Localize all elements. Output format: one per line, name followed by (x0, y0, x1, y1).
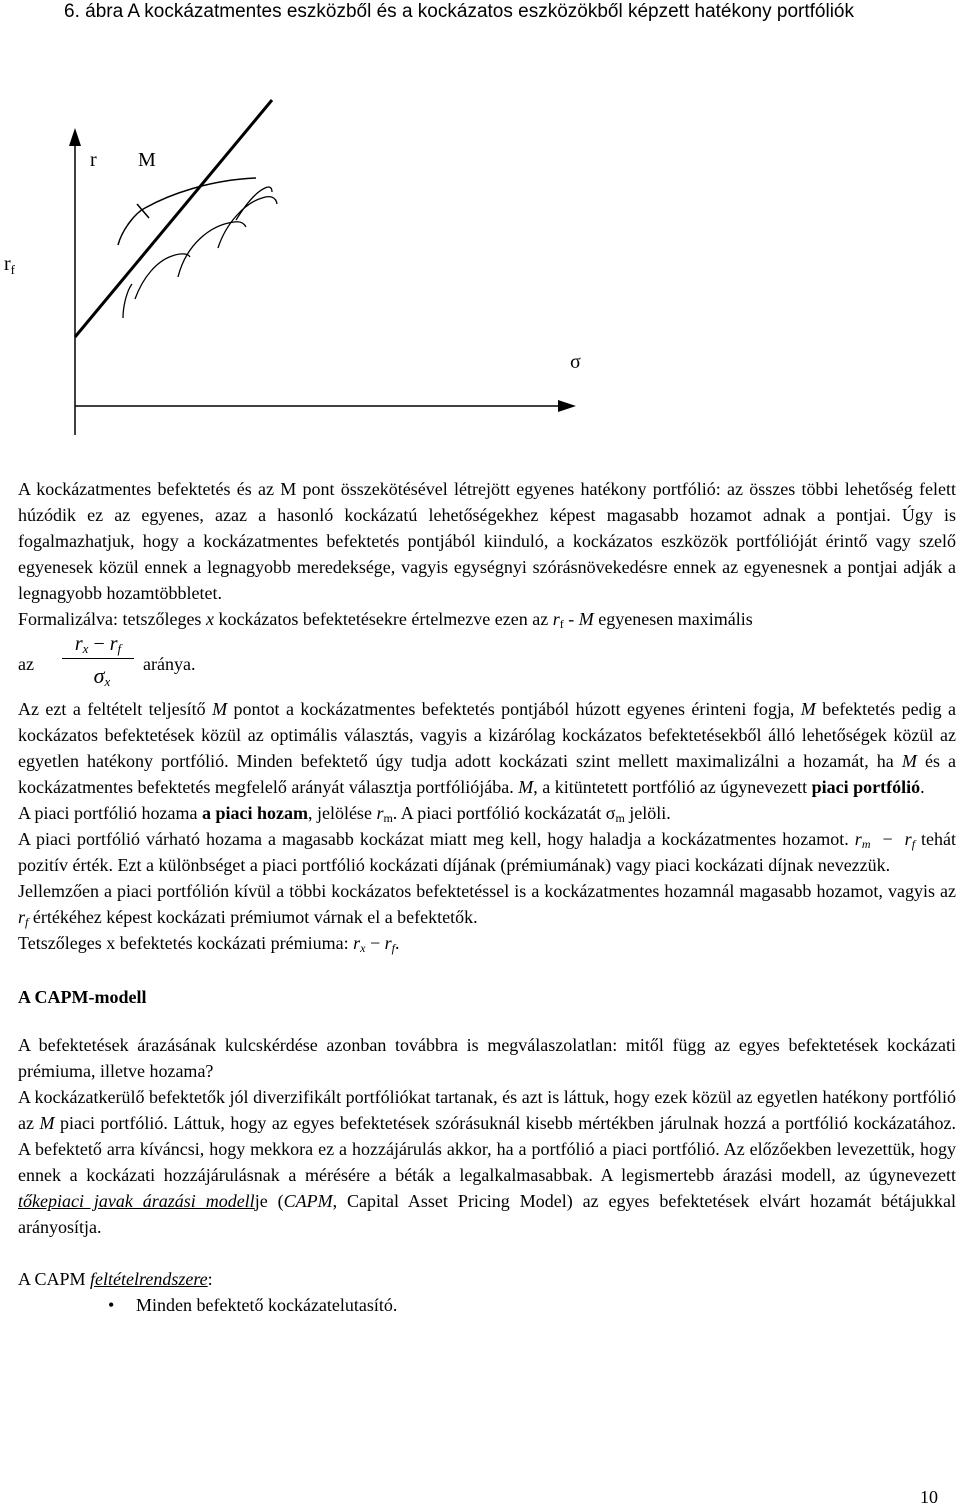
efficient-portfolio-figure (0, 80, 960, 480)
paragraph: A piaci portfólió várható hozama a magasabb kockázat miatt meg kell, hogy haladja a kockázatmentes hozamot. $r_m - r_f$ tehát pozitív érték. Ezt a különbséget a piaci portfólió kockázati díjának (prémiumának) vagy piaci kockázati díjnak nevezzük. (18, 829, 957, 875)
body-text (18, 476, 956, 1318)
paragraph: Az ezt a feltételt teljesítő M pontot a kockázatmentes befektetés pontjából húzott egyenes érinteni fogja, M befektetés pedig a kockázatos befektetések közül az optimális választás, vagyis a kizárólag kockázatos befektetésekből álló lehetőségek közül az egyetlen hatékony portfólió. Minden befektető úgy tudja adott kockázati szint mellett maximalizálni a hozamát, ha M és a kockázatmentes befektetés megfelelő arányát választja portfóliójába. M, a kitüntetett portfólió az úgynevezett piaci portfólió. (18, 699, 957, 797)
portfolio-curve-2 (135, 254, 190, 299)
label-sigma: σ (570, 351, 581, 373)
efficient-frontier-curve (118, 178, 256, 245)
portfolio-curve-1 (123, 284, 132, 318)
page-number: 10 (920, 1487, 938, 1507)
sharpe-ratio-formula: az rx − rf σx aránya. (18, 633, 196, 689)
paragraph: A kockázatkerülő befektetők jól diverzifikált portfóliókat tartanak, és azt is láttuk, hogy ezek közül az egyetlen hatékony portfólió az M piaci portfólió. Láttuk, hogy az egyes befektetések szórásuknál kisebb mértékben járulnak hozzá a portfólió kockázatához. A befektető arra kíváncsi, hogy mekkora ez a hozzájárulás akkor, ha a portfólió a piaci portfólió. Az előzőekben levezettük, hogy ennek a kockázati hozzájárulásnak a mérésére a béták a legalkalmasabbak. A legismertebb árazási modell, az úgynevezett tőkepiaci javak árazási modellje (CAPM, Capital Asset Pricing Model) az egyes befektetések elvárt hozamát bétájukkal arányosítja. (18, 1087, 956, 1237)
paragraph: A befektetések árazásának kulcskérdése azonban továbbra is megválaszolatlan: mitől függ az egyes befektetések kockázati prémiuma, illetve hozama? (18, 1035, 956, 1081)
conditions-list (18, 1292, 956, 1318)
figure-caption: 6. ábra A kockázatmentes eszközből és a kockázatos eszközökből képzett hatékony portfóliók (64, 1, 854, 22)
y-axis-arrow (69, 128, 81, 146)
portfolio-curve-5 (236, 187, 272, 220)
fraction-bar (62, 658, 134, 659)
section-heading: A CAPM-modell (18, 987, 147, 1007)
capital-market-line (75, 100, 272, 337)
portfolio-curve-3 (178, 222, 246, 277)
label-r: r (90, 149, 97, 171)
paragraph: A kockázatmentes befektetés és az M pont összekötésével létrejött egyenes hatékony portfólió: az összes többi lehetőség felett húzódik ez az egyenes, azaz a hasonló kockázatú lehetőségekhez képest magasabb hozamot adnak a pontjai. Úgy is fogalmazhatjuk, hogy a kockázatmentes befektetés pontjából kiinduló, a kockázatos eszközök portfólióját érintő vagy szelő egyenesek közül ennek a legnagyobb meredeksége, vagyis egységnyi szórásnövekedésre ennek az egyenesnek a pontjai adják a legnagyobb hozamtöbbletet. (18, 479, 956, 603)
paragraph: Tetszőleges x befektetés kockázati prémiuma: $r_x - r_f$. (18, 933, 400, 955)
paragraph: Formalizálva: tetszőleges x kockázatos befektetésekre értelmezve ezen az $r_f$ - M egyenesen maximális (18, 609, 753, 631)
list-item: • Minden befektető kockázatelutasító. (136, 1292, 956, 1318)
x-axis-arrow (558, 400, 576, 412)
paragraph: Jellemzően a piaci portfólión kívül a többi kockázatos befektetéssel is a kockázatmentes hozamnál magasabb hozamot, vagyis az $r_f$ értékéhez képest kockázati prémiumot várnak el a befektetők. (18, 881, 956, 929)
label-rf: $r_f$ (4, 253, 16, 277)
paragraph: A piaci portfólió hozama a piaci hozam, jelölése $r_m$. A piaci portfólió kockázatát $\sigma_m$ jelöli. (18, 803, 671, 825)
paragraph: A CAPM feltételrendszere: (18, 1269, 213, 1289)
fraction: rx − rf σx (62, 632, 134, 691)
label-M: M (138, 149, 156, 171)
